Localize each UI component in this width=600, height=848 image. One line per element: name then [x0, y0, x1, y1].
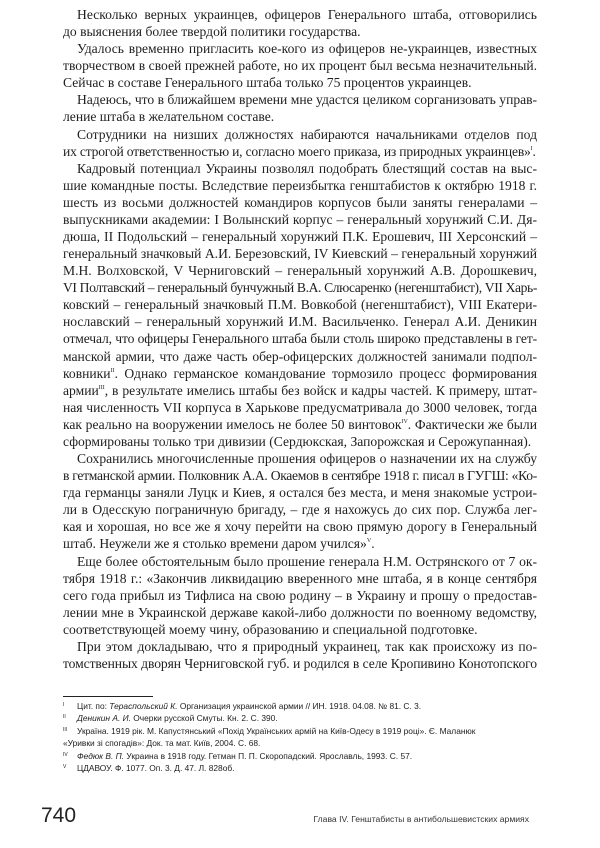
text-line [63, 108, 537, 125]
text-run: . [532, 143, 536, 159]
footnote [63, 725, 543, 737]
text-line [63, 211, 537, 228]
text-run: шесть из восьми должностей командиров корпусов были заняты генералами – [63, 194, 537, 210]
text-line [63, 638, 537, 655]
footnote-text [63, 763, 234, 773]
text-run: ковники [63, 365, 111, 381]
paragraph [63, 638, 537, 672]
footnote-marker: III [63, 726, 68, 733]
text-run: Кадровый потенциал Украины позволял подобрать блестящий состав на выс- [77, 160, 537, 176]
text-run: в гетманской армии. Полковник А.А. Окаемов в сентябре 1918 г. писал в ГУГШ: «Ко- [63, 468, 537, 484]
footnote-reference: III [98, 384, 105, 391]
footnote-reference: IV [401, 418, 408, 425]
text-run: ление штаба в желательном составе. [63, 109, 275, 125]
footnote-text [63, 751, 412, 761]
text-run: ЦДАВОУ. Ф. 1077. Оп. 3. Д. 47. Л. 828об. [77, 763, 235, 774]
text-line [63, 587, 537, 604]
text-line [63, 450, 537, 467]
text-run: «Уривки зі спогадів»: Док. та мат. Київ, 2004. С. 68. [63, 738, 261, 749]
text-line [63, 655, 537, 672]
text-run: манской армии, что даже часть обер-офицерских должностей занимали подпол- [63, 348, 537, 364]
paragraph [63, 40, 537, 91]
footnotes [63, 700, 543, 774]
footnote-marker: IV [63, 751, 68, 758]
text-run: VI Полтавский – генеральный бунчужный В.А. Слюсаренко (негенштабист), VII Харь- [63, 280, 537, 296]
text-run: армии [63, 382, 99, 398]
text-line [63, 143, 537, 160]
footnote-marker: V [63, 764, 67, 771]
footnote-text [63, 713, 278, 723]
text-run: . Однако германское командование тормозило процесс формирования [114, 365, 537, 381]
text-line [63, 279, 537, 296]
text-run: . Фактически же были [407, 416, 537, 432]
text-run: Украина в 1918 году. Гетман П. П. Скоропадский. Ярославль, 1993. С. 57. [124, 750, 413, 761]
text-run: штаб. Неужели же я столько времени даром учился» [63, 536, 367, 552]
text-run: их строгой ответственностью и, согласно моего приказа, из природных украинцев» [63, 143, 531, 159]
text-run: При этом докладываю, что я природный украинец, так как происхожу из по- [77, 638, 537, 654]
text-run: лении мне в Украинской державе какой-либо должности по военному ведомству, [63, 604, 537, 620]
text-line [63, 433, 537, 450]
paragraph [63, 160, 537, 450]
footnote-marker: II [63, 714, 66, 721]
author-name: Деникин А. И. [77, 713, 131, 724]
footnote-marker: I [63, 702, 65, 708]
paragraph [63, 6, 537, 40]
footnote [63, 750, 543, 762]
text-run: шие командные посты. Вследствие переизбытка генштабистов к октябрю 1918 г. [63, 177, 537, 193]
text-run: ная численность VII корпуса в Харькове предусматривала до 3000 человек, тогда [63, 399, 537, 415]
text-run: Несколько верных украинцев, офицеров Генерального штаба, отговорились [77, 7, 537, 22]
footnote-reference: V [366, 538, 372, 545]
text-line [63, 570, 537, 587]
text-run: соответствующей моему чину, образованию и специальной подготовке. [63, 621, 478, 637]
text-line [63, 228, 537, 245]
text-run: М.Н. Волховской, V Черниговский – генеральный хорунжий А.В. Дорошкевич, [63, 263, 537, 279]
text-run: Сейчас в составе Генерального штаба только 75 процентов украинцев. [63, 75, 472, 91]
text-line [63, 553, 537, 570]
text-line [63, 126, 537, 143]
text-line [63, 40, 537, 57]
footnote [63, 762, 543, 774]
text-line [63, 313, 537, 330]
text-line [63, 245, 537, 262]
text-line [63, 160, 537, 177]
paragraph [63, 553, 537, 638]
text-run: Надеюсь, что в ближайшем времени мне удастся целиком сорганизовать управ- [77, 92, 537, 108]
footnote [63, 700, 543, 712]
text-run: , в результате имелись штабы без войск и кадры частей. К примеру, штат- [104, 382, 537, 398]
text-run: Україна. 1919 рік. М. Капустянський «Похід Українських армій на Київ-Одесу в 1919 році». Є. Маланюк [77, 725, 476, 736]
footnote-text [63, 726, 475, 736]
text-run: как реально на вооружении имелось не более 50 винтовок [63, 416, 402, 432]
text-run: сформированы только три дивизии (Сердюкская, Запорожская и Серожупанная). [63, 433, 532, 449]
text-line [63, 296, 537, 313]
footnote-text [63, 701, 421, 711]
text-run: до выяснения более твердой политики государства. [63, 24, 361, 40]
text-run: гда германцы заняли Луцк и Киев, я остался без места, и меня знакомые устрои- [63, 485, 537, 501]
text-run: тября 1918 г.: «Закончив ликвидацию вверенного мне штаба, я в конце сентября [63, 570, 537, 586]
text-run: сего года прибыл из Тифлиса на свою родину – в Украину и прошу о предостав- [63, 587, 537, 603]
text-line [63, 348, 537, 365]
footnote-divider [63, 696, 153, 697]
author-name: Федюк В. П. [77, 750, 125, 761]
text-line [63, 484, 537, 501]
text-line [63, 518, 537, 535]
text-run: дюша, II Подольский – генеральный хорунжий П.К. Ерошевич, III Херсонский – [63, 229, 537, 245]
text-line [63, 399, 537, 416]
text-line [63, 365, 537, 382]
author-name: Тераспольский К. [109, 701, 178, 711]
footnote-reference: I [530, 145, 533, 152]
text-line [63, 501, 537, 518]
text-run: Сохранились многочисленные прошения офицеров о назначении их на службу [77, 451, 537, 467]
text-run: выпускниками академии: I Волынский корпус – генеральный хорунжий С.И. Дя- [63, 211, 537, 227]
footnote-text [63, 738, 260, 748]
text-line [63, 604, 537, 621]
text-line [63, 416, 537, 433]
text-line [63, 6, 537, 23]
text-line [63, 382, 537, 399]
text-line [63, 23, 537, 40]
text-run: томственных дворян Черниговской губ. и родился в селе Кропивино Конотопского [63, 655, 537, 671]
page-number: 740 [41, 804, 77, 827]
text-line [63, 177, 537, 194]
paragraph [63, 91, 537, 125]
paragraph [63, 126, 537, 160]
text-run: Еще более обстоятельным было прошение генерала Н.М. Острянского от 7 ок- [77, 553, 537, 569]
text-line [63, 91, 537, 108]
footnote [63, 737, 543, 749]
text-line [63, 467, 537, 484]
running-head: Глава IV. Генштабисты в антибольшевистских армиях [313, 814, 529, 824]
text-run: ковский – генеральный значковый П.М. Вовкобой (негенштабист), VIII Екатери- [63, 297, 537, 313]
text-run: Сотрудники на низших должностях набираются начальниками отделов под [77, 126, 537, 142]
text-run: кая и хорошая, но все же я хочу перейти на свою прямую дорогу в Генеральный [63, 519, 537, 535]
footnote [63, 712, 543, 724]
text-run: нославский – генеральный хорунжий И.М. Васильченко. Генерал А.И. Деникин [63, 314, 537, 330]
text-run: творчеством в своей прежней работе, но их процент был весьма незначительный. [63, 58, 537, 74]
text-line [63, 621, 537, 638]
text-line [63, 57, 537, 74]
text-run: отмечал, что офицеры Генерального штаба были столь широко представлены в гет- [63, 331, 537, 347]
text-run: генеральный значковый А.И. Березовский, IV Киевский – генеральный хорунжий [63, 246, 537, 262]
text-run: Организация украинской армии // ИН. 1918. 04.08. № 81. С. 3. [177, 701, 422, 711]
text-run: . [371, 536, 375, 552]
text-line [63, 262, 537, 279]
body-text [63, 6, 537, 672]
text-run: Удалось временно пригласить кое-кого из офицеров не-украинцев, известных [77, 41, 537, 57]
text-run: Цит. по: [77, 701, 110, 711]
paragraph [63, 450, 537, 552]
text-line [63, 535, 537, 552]
text-line [63, 74, 537, 91]
text-line [63, 194, 537, 211]
footnote-reference: II [110, 367, 115, 374]
text-line [63, 330, 537, 347]
text-run: ли в Одесскую пограничную бригаду, – где я нахожусь до сих пор. Служба лег- [63, 502, 537, 518]
text-run: Очерки русской Смуты. Кн. 2. С. 390. [130, 713, 278, 724]
